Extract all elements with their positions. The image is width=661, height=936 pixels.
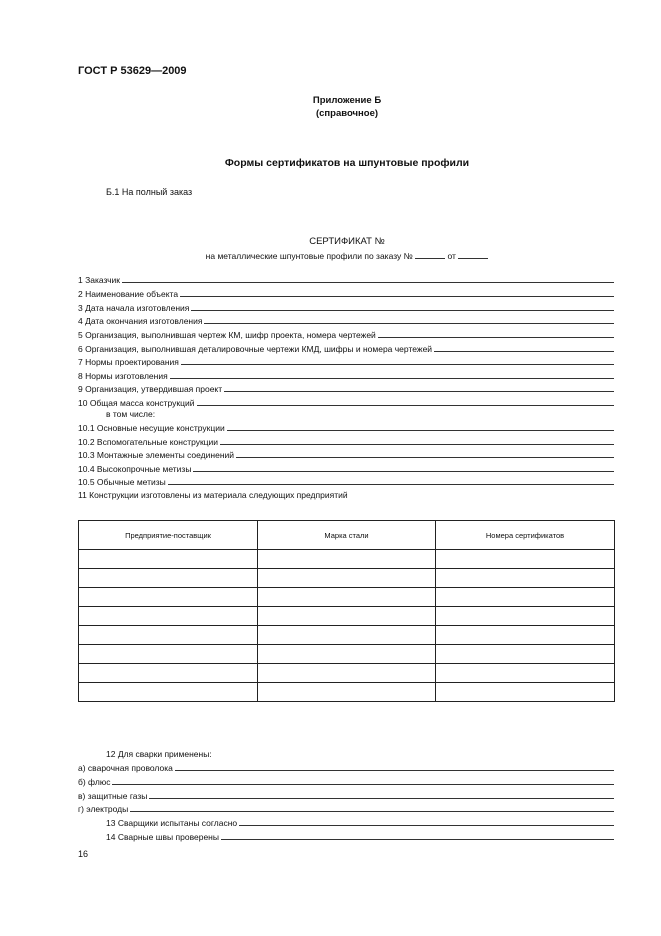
fill-line — [197, 405, 615, 406]
suppliers-table — [78, 520, 615, 702]
field-regular-fasteners — [78, 474, 614, 487]
fill-line — [204, 323, 614, 324]
table-cell — [258, 569, 436, 588]
field-label: 2 Наименование объекта — [78, 289, 179, 299]
field-label: 14 Сварные швы проверены — [106, 832, 219, 842]
field-label: 5 Организация, выполнившая чертеж КМ, шифр проекта, номера чертежей — [78, 330, 376, 340]
table-cell — [436, 664, 615, 683]
field-label: 10.4 Высокопрочные метизы — [78, 464, 192, 474]
table-cell — [436, 569, 615, 588]
field-flux — [78, 774, 614, 787]
field-label: 10.2 Вспомогательные конструкции — [78, 437, 219, 447]
fill-line — [180, 296, 614, 297]
table-cell — [436, 588, 615, 607]
field-total-mass — [78, 395, 614, 408]
field-welding-wire — [78, 760, 614, 773]
field-label: 10 Общая масса конструкций — [78, 398, 195, 408]
field-object-name — [78, 286, 614, 299]
order-number-blank — [415, 250, 445, 259]
field-auxiliary-structures — [78, 434, 614, 447]
field-label: 13 Сварщики испытаны согласно — [106, 818, 238, 828]
fill-line — [193, 471, 614, 472]
table-row — [79, 607, 615, 626]
standard-header: ГОСТ Р 53629—2009 — [78, 65, 187, 77]
fill-line — [112, 784, 614, 785]
field-label: а) сварочная проволока — [78, 763, 173, 773]
field-end-date — [78, 313, 614, 326]
table-row — [79, 626, 615, 645]
field-manufacturing-norms — [78, 368, 614, 381]
certificate-subtitle-prefix: на металлические шпунтовые профили по заказу № — [205, 251, 413, 261]
section-title: Формы сертификатов на шпунтовые профили — [224, 157, 470, 169]
field-label: 10.1 Основные несущие конструкции — [78, 423, 225, 433]
fill-line — [220, 444, 614, 445]
table-cell — [79, 683, 258, 702]
subsection-title: Б.1 На полный заказ — [106, 187, 193, 197]
field-label: 10.3 Монтажные элементы соединений — [78, 450, 235, 460]
table-cell — [436, 550, 615, 569]
fill-line — [130, 811, 614, 812]
table-cell — [258, 607, 436, 626]
field-label: 9 Организация, утвердившая проект — [78, 384, 223, 394]
fill-line — [168, 484, 614, 485]
table-cell — [79, 588, 258, 607]
fill-line — [149, 798, 614, 799]
field-label: 10.5 Обычные метизы — [78, 477, 166, 487]
field-label: 6 Организация, выполнившая деталировочные чертежи КМД, шифры и номера чертежей — [78, 344, 433, 354]
page-number: 16 — [78, 849, 89, 859]
welding-heading: 12 Для сварки применены: — [106, 749, 212, 759]
column-header-steel-grade: Марка стали — [258, 521, 436, 550]
field-label: 3 Дата начала изготовления — [78, 303, 190, 313]
fill-line — [239, 825, 614, 826]
table-cell — [79, 664, 258, 683]
field-main-structures — [78, 420, 614, 433]
fill-line — [224, 391, 614, 392]
field-label: 4 Дата окончания изготовления — [78, 316, 203, 326]
field-label: в) защитные газы — [78, 791, 148, 801]
field-high-strength-fasteners — [78, 461, 614, 474]
table-cell — [258, 664, 436, 683]
fill-line — [191, 310, 614, 311]
field-label: г) электроды — [78, 804, 129, 814]
table-cell — [258, 645, 436, 664]
table-cell — [436, 645, 615, 664]
fill-line — [170, 378, 614, 379]
column-header-supplier: Предприятие-поставщик — [79, 521, 258, 550]
table-cell — [436, 683, 615, 702]
appendix-note: (справочное) — [315, 108, 379, 119]
table-row — [79, 588, 615, 607]
fill-line — [122, 282, 614, 283]
field-design-norms — [78, 354, 614, 367]
fill-line — [378, 337, 614, 338]
appendix-title: Приложение Б — [312, 95, 382, 106]
fill-line — [221, 839, 614, 840]
table-cell — [258, 550, 436, 569]
table-cell — [436, 626, 615, 645]
field-customer — [78, 272, 614, 285]
table-row — [79, 664, 615, 683]
field-welders-tested — [106, 815, 614, 828]
fill-line — [181, 364, 614, 365]
field-label: 1 Заказчик — [78, 275, 120, 285]
field-welds-checked — [106, 829, 614, 842]
field-label: 8 Нормы изготовления — [78, 371, 168, 381]
field-label: б) флюс — [78, 777, 111, 787]
certificate-title: СЕРТИФИКАТ № — [309, 236, 385, 247]
field-approving-organization — [78, 381, 614, 394]
including-label: в том числе: — [106, 409, 156, 419]
fill-line — [175, 770, 614, 771]
certificate-subtitle — [0, 250, 661, 261]
column-header-certificate-numbers: Номера сертификатов — [436, 521, 615, 550]
table-cell — [258, 588, 436, 607]
fill-line — [227, 430, 614, 431]
field-start-date — [78, 300, 614, 313]
table-row — [79, 550, 615, 569]
table-row — [79, 645, 615, 664]
materials-note: 11 Конструкции изготовлены из материала следующих предприятий — [78, 490, 348, 500]
table-header-row — [79, 521, 615, 550]
table-cell — [79, 569, 258, 588]
table-cell — [258, 626, 436, 645]
table-cell — [79, 607, 258, 626]
field-electrodes — [78, 801, 614, 814]
order-date-blank — [458, 250, 488, 259]
field-km-organization — [78, 327, 614, 340]
table-cell — [79, 645, 258, 664]
field-mounting-elements — [78, 447, 614, 460]
table-row — [79, 569, 615, 588]
field-shielding-gases — [78, 788, 614, 801]
fill-line — [434, 351, 614, 352]
table-cell — [79, 550, 258, 569]
table-cell — [79, 626, 258, 645]
certificate-subtitle-from: от — [447, 251, 456, 261]
table-cell — [436, 607, 615, 626]
field-kmd-organization — [78, 341, 614, 354]
field-label: 7 Нормы проектирования — [78, 357, 179, 367]
table-row — [79, 683, 615, 702]
table-cell — [258, 683, 436, 702]
fill-line — [236, 457, 614, 458]
